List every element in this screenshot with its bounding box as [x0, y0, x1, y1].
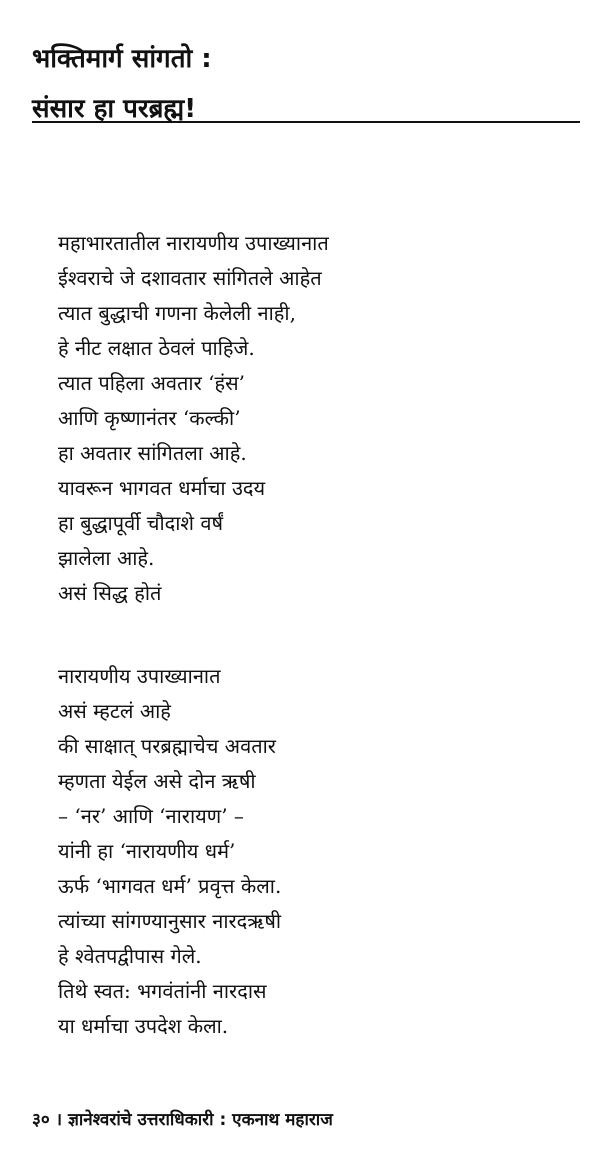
verse-line: हा बुद्धापूर्वी चौदाशे वर्षं [58, 511, 224, 535]
verse-line: नारायणीय उपाख्यानात [58, 664, 221, 688]
verse-line: यावरून भागवत धर्माचा उदय [58, 476, 266, 500]
verse-line: या धर्माचा उपदेश केला. [58, 1014, 229, 1038]
verse-line: असं म्हटलं आहे [58, 699, 171, 723]
verse-line: आणि कृष्णानंतर ‘कल्की’ [58, 406, 241, 430]
verse-line: ऊर्फ ‘भागवत धर्म’ प्रवृत्त केला. [58, 874, 282, 898]
verse-line: झालेला आहे. [58, 546, 155, 570]
verse-line: त्यात बुद्धाची गणना केलेली नाही, [58, 301, 296, 325]
verse-line: हे श्वेतपद्वीपास गेले. [58, 944, 202, 968]
verse-line: तिथे स्वत: भगवंतांनी नारदास [58, 979, 267, 1003]
verse-line: म्हणता येईल असे दोन ऋषी [58, 769, 256, 793]
stanza-1 [58, 226, 578, 611]
page-footer: ३० । ज्ञानेश्वरांचे उत्तराधिकारी : एकनाथ महाराज [32, 1110, 333, 1130]
verse-line: महाभारतातील नारायणीय उपाख्यानात [58, 231, 329, 255]
verse-line: – ‘नर’ आणि ‘नारायण’ – [58, 804, 244, 828]
verse-line: त्यांच्या सांगण्यानुसार नारदऋषी [58, 909, 282, 933]
verse-line: यांनी हा ‘नारायणीय धर्म’ [58, 839, 236, 863]
verse-line: असं सिद्ध होतं [58, 581, 162, 605]
stanza-2 [58, 659, 578, 1044]
verse-line: हे नीट लक्षात ठेवलं पाहिजे. [58, 336, 255, 360]
title-divider [32, 121, 580, 123]
verse-line: ईश्वराचे जे दशावतार सांगितले आहेत [58, 266, 322, 290]
title-line-2: संसार हा परब्रह्म! [32, 94, 197, 124]
verse-line: त्यात पहिला अवतार ‘हंस’ [58, 371, 245, 395]
verse-line: की साक्षात् परब्रह्माचेच अवतार [58, 734, 276, 758]
verse-line: हा अवतार सांगितला आहे. [58, 441, 247, 465]
page-title [32, 34, 572, 134]
title-line-1: भक्तिमार्ग सांगतो : [32, 44, 212, 74]
